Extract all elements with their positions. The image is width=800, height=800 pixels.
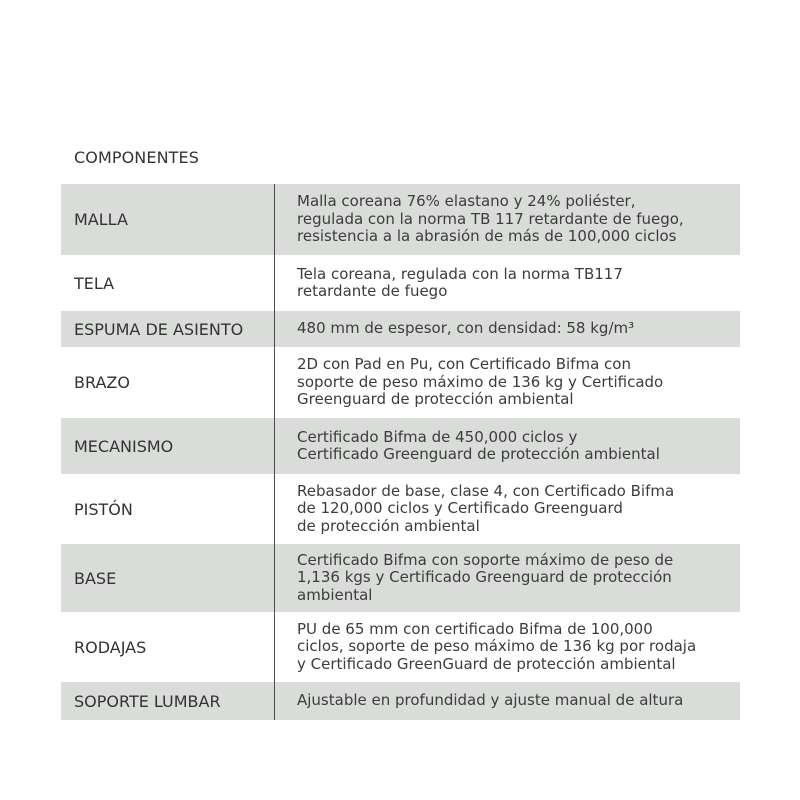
components-table bbox=[61, 184, 740, 720]
row-label: MECANISMO bbox=[61, 418, 275, 474]
row-label: BRAZO bbox=[61, 347, 275, 418]
row-value: Ajustable en profundidad y ajuste manual de altura bbox=[297, 691, 684, 710]
row-value: Certificado Bifma de 450,000 ciclos y Certificado Greenguard de protección ambiental bbox=[297, 427, 660, 463]
row-label: TELA bbox=[61, 255, 275, 311]
row-label: BASE bbox=[61, 544, 275, 612]
row-label: PISTÓN bbox=[61, 474, 275, 544]
row-label: SOPORTE LUMBAR bbox=[61, 682, 275, 720]
row-value: 480 mm de espesor, con densidad: 58 kg/m³ bbox=[297, 319, 635, 338]
table-row-base bbox=[61, 544, 740, 612]
table-row-rodajas bbox=[61, 612, 740, 682]
row-value: Certificado Bifma con soporte máximo de peso de 1,136 kgs y Certificado Greenguard de protección ambiental bbox=[297, 550, 674, 604]
row-label: RODAJAS bbox=[61, 612, 275, 682]
table-row-soporte-lumbar bbox=[61, 682, 740, 720]
table-row-brazo bbox=[61, 347, 740, 418]
table-row-malla bbox=[61, 184, 740, 255]
row-value: Rebasador de base, clase 4, con Certificado Bifma de 120,000 ciclos y Certificado Greenguard de protección ambiental bbox=[297, 481, 675, 535]
row-value: 2D con Pad en Pu, con Certificado Bifma con soporte de peso máximo de 136 kg y Certificado Greenguard de protección ambiental bbox=[297, 355, 664, 409]
row-value: PU de 65 mm con certificado Bifma de 100,000 ciclos, soporte de peso máximo de 136 kg por rodaja y Certificado GreenGuard de protección ambiental bbox=[297, 619, 697, 673]
row-value: Malla coreana 76% elastano y 24% poliéster, regulada con la norma TB 117 retardante de fuego, resistencia a la abrasión de más de 100,000 ciclos bbox=[297, 192, 684, 246]
table-row-piston bbox=[61, 474, 740, 544]
table-row-espuma-de-asiento bbox=[61, 311, 740, 347]
table-row-tela bbox=[61, 255, 740, 311]
row-label: ESPUMA DE ASIENTO bbox=[61, 311, 275, 347]
row-value: Tela coreana, regulada con la norma TB117 retardante de fuego bbox=[297, 264, 623, 300]
row-label: MALLA bbox=[61, 184, 275, 255]
table-row-mecanismo bbox=[61, 418, 740, 474]
page-heading: COMPONENTES bbox=[74, 148, 199, 167]
